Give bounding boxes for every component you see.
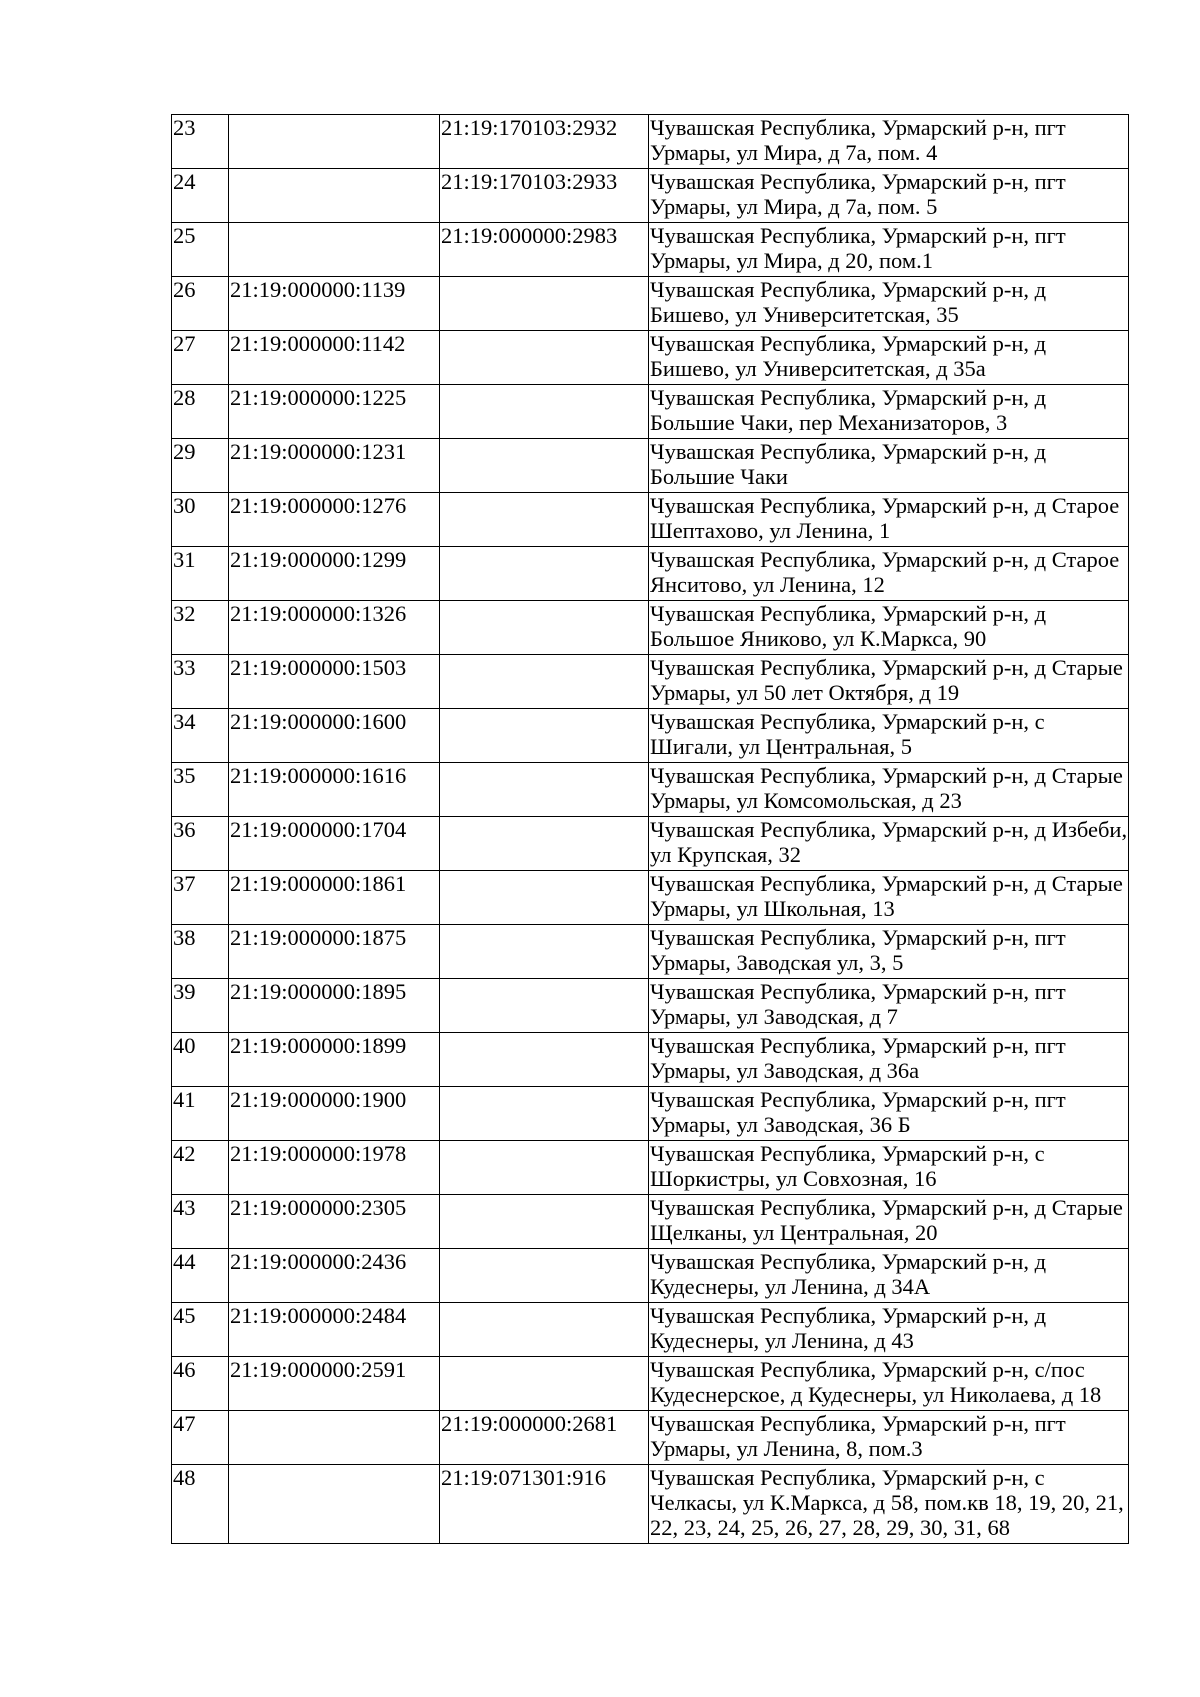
cadastral-number-cell: 21:19:000000:1142	[229, 331, 440, 385]
table-row	[172, 925, 1129, 979]
cadastral-number-alt-cell	[440, 601, 649, 655]
table-row	[172, 169, 1129, 223]
address-cell: Чувашская Республика, Урмарский р-н, д Большое Яниково, ул К.Маркса, 90	[649, 601, 1129, 655]
row-number-cell: 26	[172, 277, 229, 331]
cadastral-number-alt-cell	[440, 979, 649, 1033]
cadastral-number-alt-cell	[440, 1141, 649, 1195]
cadastral-number-alt-cell	[440, 1303, 649, 1357]
cadastral-number-alt-cell	[440, 925, 649, 979]
row-number-cell: 42	[172, 1141, 229, 1195]
property-table	[171, 114, 1129, 1544]
cadastral-number-alt-cell	[440, 871, 649, 925]
address-cell: Чувашская Республика, Урмарский р-н, пгт Урмары, ул Мира, д 7а, пом. 4	[649, 115, 1129, 169]
row-number-cell: 38	[172, 925, 229, 979]
cadastral-number-alt-cell	[440, 655, 649, 709]
cadastral-number-alt-cell	[440, 439, 649, 493]
table-row	[172, 115, 1129, 169]
address-cell: Чувашская Республика, Урмарский р-н, пгт Урмары, ул Мира, д 20, пом.1	[649, 223, 1129, 277]
cadastral-number-cell	[229, 1465, 440, 1544]
address-cell: Чувашская Республика, Урмарский р-н, пгт Урмары, ул Заводская, 36 Б	[649, 1087, 1129, 1141]
table-row	[172, 547, 1129, 601]
address-cell: Чувашская Республика, Урмарский р-н, д Избеби, ул Крупская, 32	[649, 817, 1129, 871]
address-cell: Чувашская Республика, Урмарский р-н, д Старое Шептахово, ул Ленина, 1	[649, 493, 1129, 547]
cadastral-number-alt-cell: 21:19:170103:2932	[440, 115, 649, 169]
cadastral-number-cell: 21:19:000000:1895	[229, 979, 440, 1033]
cadastral-number-cell: 21:19:000000:1861	[229, 871, 440, 925]
row-number-cell: 27	[172, 331, 229, 385]
row-number-cell: 30	[172, 493, 229, 547]
cadastral-number-alt-cell	[440, 1195, 649, 1249]
table-row	[172, 871, 1129, 925]
address-cell: Чувашская Республика, Урмарский р-н, д Старые Урмары, ул Школьная, 13	[649, 871, 1129, 925]
cadastral-number-cell: 21:19:000000:1231	[229, 439, 440, 493]
cadastral-number-alt-cell	[440, 547, 649, 601]
table-row	[172, 1411, 1129, 1465]
table-row	[172, 223, 1129, 277]
cadastral-number-cell: 21:19:000000:1875	[229, 925, 440, 979]
table-row	[172, 1465, 1129, 1544]
row-number-cell: 33	[172, 655, 229, 709]
row-number-cell: 34	[172, 709, 229, 763]
table-row	[172, 601, 1129, 655]
table-row	[172, 1195, 1129, 1249]
cadastral-number-alt-cell	[440, 331, 649, 385]
cadastral-number-cell: 21:19:000000:1900	[229, 1087, 440, 1141]
cadastral-number-cell: 21:19:000000:1978	[229, 1141, 440, 1195]
table-row	[172, 1033, 1129, 1087]
row-number-cell: 25	[172, 223, 229, 277]
table-row	[172, 763, 1129, 817]
cadastral-number-alt-cell	[440, 817, 649, 871]
row-number-cell: 47	[172, 1411, 229, 1465]
row-number-cell: 43	[172, 1195, 229, 1249]
cadastral-number-cell: 21:19:000000:2484	[229, 1303, 440, 1357]
cadastral-number-cell: 21:19:000000:1299	[229, 547, 440, 601]
address-cell: Чувашская Республика, Урмарский р-н, пгт Урмары, ул Заводская, д 36а	[649, 1033, 1129, 1087]
row-number-cell: 32	[172, 601, 229, 655]
table-row	[172, 439, 1129, 493]
row-number-cell: 24	[172, 169, 229, 223]
row-number-cell: 45	[172, 1303, 229, 1357]
address-cell: Чувашская Республика, Урмарский р-н, д Большие Чаки, пер Механизаторов, 3	[649, 385, 1129, 439]
row-number-cell: 28	[172, 385, 229, 439]
cadastral-number-cell: 21:19:000000:1326	[229, 601, 440, 655]
address-cell: Чувашская Республика, Урмарский р-н, д Старое Янситово, ул Ленина, 12	[649, 547, 1129, 601]
cadastral-number-alt-cell	[440, 763, 649, 817]
cadastral-number-alt-cell	[440, 493, 649, 547]
table-row	[172, 385, 1129, 439]
cadastral-number-alt-cell	[440, 1249, 649, 1303]
cadastral-number-cell: 21:19:000000:1899	[229, 1033, 440, 1087]
address-cell: Чувашская Республика, Урмарский р-н, пгт Урмары, ул Заводская, д 7	[649, 979, 1129, 1033]
address-cell: Чувашская Республика, Урмарский р-н, с Шигали, ул Центральная, 5	[649, 709, 1129, 763]
address-cell: Чувашская Республика, Урмарский р-н, д Старые Урмары, ул 50 лет Октября, д 19	[649, 655, 1129, 709]
cadastral-number-cell: 21:19:000000:2591	[229, 1357, 440, 1411]
table-row	[172, 1087, 1129, 1141]
table-row	[172, 817, 1129, 871]
row-number-cell: 29	[172, 439, 229, 493]
row-number-cell: 35	[172, 763, 229, 817]
address-cell: Чувашская Республика, Урмарский р-н, д Кудеснеры, ул Ленина, д 43	[649, 1303, 1129, 1357]
address-cell: Чувашская Республика, Урмарский р-н, д Кудеснеры, ул Ленина, д 34А	[649, 1249, 1129, 1303]
row-number-cell: 37	[172, 871, 229, 925]
cadastral-number-cell: 21:19:000000:1225	[229, 385, 440, 439]
cadastral-number-alt-cell	[440, 1087, 649, 1141]
row-number-cell: 44	[172, 1249, 229, 1303]
cadastral-number-cell: 21:19:000000:1704	[229, 817, 440, 871]
address-cell: Чувашская Республика, Урмарский р-н, с/пос Кудеснерское, д Кудеснеры, ул Николаева, д 18	[649, 1357, 1129, 1411]
row-number-cell: 48	[172, 1465, 229, 1544]
cadastral-number-alt-cell	[440, 277, 649, 331]
address-cell: Чувашская Республика, Урмарский р-н, д Большие Чаки	[649, 439, 1129, 493]
cadastral-number-cell: 21:19:000000:1139	[229, 277, 440, 331]
cadastral-number-alt-cell	[440, 709, 649, 763]
table-row	[172, 493, 1129, 547]
cadastral-number-cell	[229, 115, 440, 169]
table-row	[172, 1357, 1129, 1411]
address-cell: Чувашская Республика, Урмарский р-н, с Челкасы, ул К.Маркса, д 58, пом.кв 18, 19, 20, 21, 22, 23, 24, 25, 26, 27, 28, 29, 30, 31, 68	[649, 1465, 1129, 1544]
address-cell: Чувашская Республика, Урмарский р-н, пгт Урмары, ул Ленина, 8, пом.3	[649, 1411, 1129, 1465]
table-row	[172, 979, 1129, 1033]
row-number-cell: 36	[172, 817, 229, 871]
table-body	[172, 115, 1129, 1544]
table-row	[172, 1303, 1129, 1357]
table-row	[172, 277, 1129, 331]
row-number-cell: 41	[172, 1087, 229, 1141]
row-number-cell: 23	[172, 115, 229, 169]
address-cell: Чувашская Республика, Урмарский р-н, д Бишево, ул Университетская, 35	[649, 277, 1129, 331]
cadastral-number-alt-cell: 21:19:071301:916	[440, 1465, 649, 1544]
cadastral-number-alt-cell	[440, 385, 649, 439]
address-cell: Чувашская Республика, Урмарский р-н, д Старые Урмары, ул Комсомольская, д 23	[649, 763, 1129, 817]
cadastral-number-cell: 21:19:000000:2436	[229, 1249, 440, 1303]
address-cell: Чувашская Республика, Урмарский р-н, д Бишево, ул Университетская, д 35а	[649, 331, 1129, 385]
cadastral-number-alt-cell	[440, 1357, 649, 1411]
cadastral-number-cell: 21:19:000000:2305	[229, 1195, 440, 1249]
cadastral-number-alt-cell: 21:19:170103:2933	[440, 169, 649, 223]
cadastral-number-cell	[229, 223, 440, 277]
table-row	[172, 1141, 1129, 1195]
cadastral-number-alt-cell	[440, 1033, 649, 1087]
cadastral-number-cell: 21:19:000000:1503	[229, 655, 440, 709]
table-row	[172, 655, 1129, 709]
address-cell: Чувашская Республика, Урмарский р-н, пгт Урмары, ул Мира, д 7а, пом. 5	[649, 169, 1129, 223]
cadastral-number-cell: 21:19:000000:1600	[229, 709, 440, 763]
table-row	[172, 1249, 1129, 1303]
table-row	[172, 331, 1129, 385]
cadastral-number-alt-cell: 21:19:000000:2681	[440, 1411, 649, 1465]
row-number-cell: 46	[172, 1357, 229, 1411]
cadastral-number-alt-cell: 21:19:000000:2983	[440, 223, 649, 277]
cadastral-number-cell: 21:19:000000:1276	[229, 493, 440, 547]
row-number-cell: 40	[172, 1033, 229, 1087]
row-number-cell: 31	[172, 547, 229, 601]
cadastral-number-cell	[229, 1411, 440, 1465]
address-cell: Чувашская Республика, Урмарский р-н, д Старые Щелканы, ул Центральная, 20	[649, 1195, 1129, 1249]
cadastral-number-cell	[229, 169, 440, 223]
address-cell: Чувашская Республика, Урмарский р-н, с Шоркистры, ул Совхозная, 16	[649, 1141, 1129, 1195]
cadastral-number-cell: 21:19:000000:1616	[229, 763, 440, 817]
address-cell: Чувашская Республика, Урмарский р-н, пгт Урмары, Заводская ул, 3, 5	[649, 925, 1129, 979]
table-row	[172, 709, 1129, 763]
row-number-cell: 39	[172, 979, 229, 1033]
